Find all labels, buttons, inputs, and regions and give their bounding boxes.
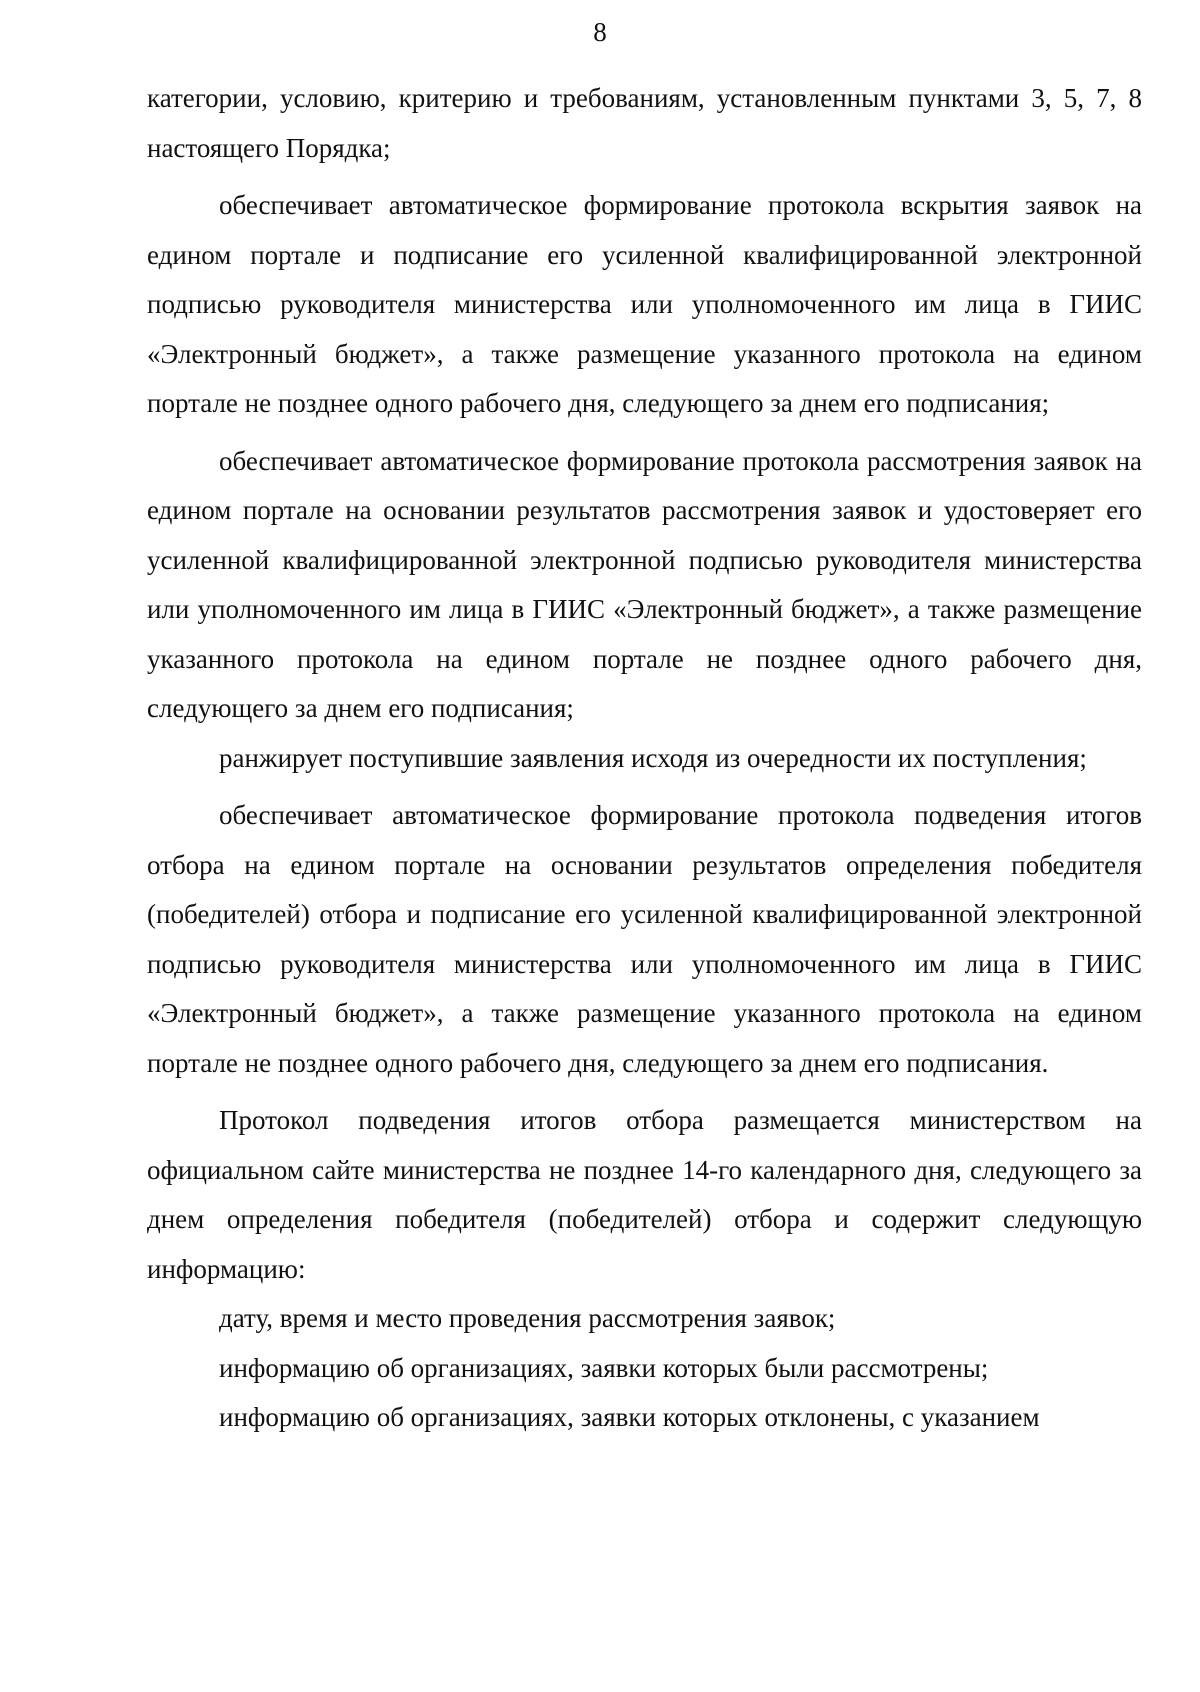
paragraph-criteria-reference: категории, условию, критерию и требованиям, установленным пунктами 3, 5, 7, 8 настоящего Порядка; [147,83,1142,163]
paragraph-ranking: ранжирует поступившие заявления исходя из очередности их поступления; [219,742,1087,773]
document-body [147,74,1142,1443]
list-item-review-date: дату, время и место проведения рассмотрения заявок; [219,1303,836,1333]
paragraph-review-protocol: обеспечивает автоматическое формирование протокола рассмотрения заявок на едином портале на основании результатов рассмотрения заявок и удостоверяет его усиленной квалифицированной электронной подписью руководителя министерства или уполномоченного им лица в ГИИС «Электронный бюджет», а также размещение указанного протокола на едином портале не позднее одного рабочего дня, следующего за днем его подписания; [147,445,1142,723]
page-number: 8 [593,17,607,47]
list-item-rejected-organizations: информацию об организациях, заявки которых отклонены, с указанием [219,1402,1040,1432]
paragraph-results-protocol: обеспечивает автоматическое формирование протокола подведения итогов отбора на едином портале на основании результатов определения победителя (победителей) отбора и подписание его усиленной квалифицированной электронной подписью руководителя министерства или уполномоченного им лица в ГИИС «Электронный бюджет», а также размещение указанного протокола на едином портале не позднее одного рабочего дня, следующего за днем его подписания. [147,800,1142,1078]
paragraph-protocol-publication: Протокол подведения итогов отбора размещается министерством на официальном сайте министерства не позднее 14-го календарного дня, следующего за днем определения победителя (победителей) отбора и содержит следующую информацию: [147,1105,1142,1284]
paragraph-opening-protocol: обеспечивает автоматическое формирование протокола вскрытия заявок на едином портале и подписание его усиленной квалифицированной электронной подписью руководителя министерства или уполномоченного им лица в ГИИС «Электронный бюджет», а также размещение указанного протокола на едином портале не позднее одного рабочего дня, следующего за днем его подписания; [147,190,1142,418]
list-item-reviewed-organizations: информацию об организациях, заявки которых были рассмотрены; [219,1352,989,1383]
